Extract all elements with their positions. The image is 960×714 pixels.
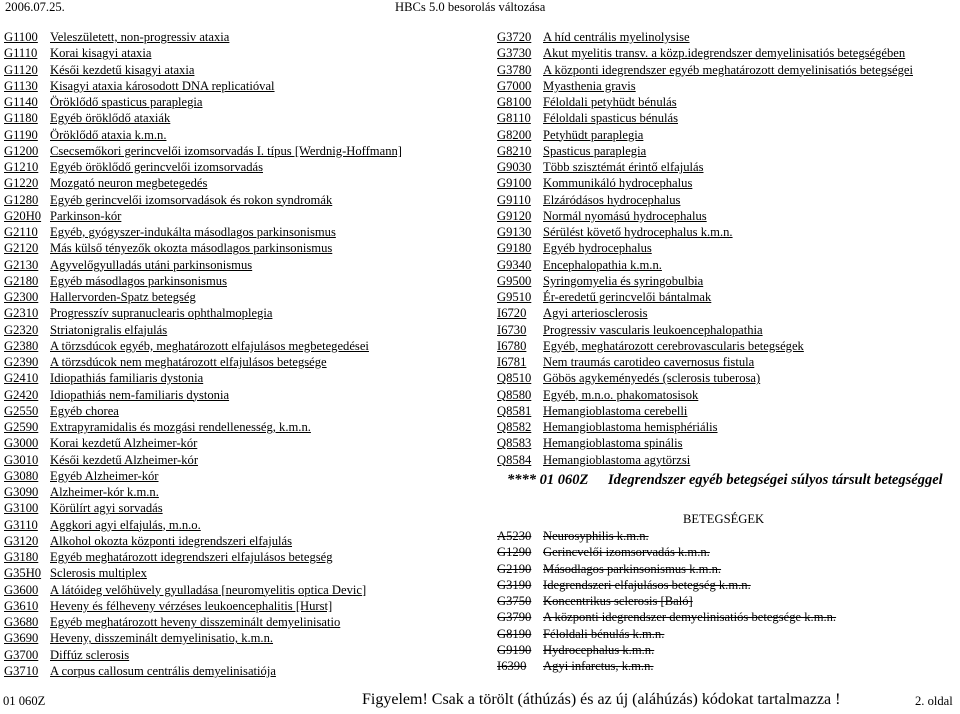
code-description: Idiopathiás nem-familiaris dystonia: [50, 387, 230, 402]
code-row: [4, 630, 444, 646]
code-id: G2420: [4, 387, 39, 402]
code-description: Öröklődő spasticus paraplegia: [50, 95, 203, 109]
code-description: Ér-eredetű gerincvelői bántalmak: [543, 290, 712, 304]
code-row: [497, 78, 957, 94]
code-description: A híd centrális myelinolysise: [543, 30, 690, 44]
code-id: G1280: [4, 192, 39, 207]
code-row: [4, 159, 444, 175]
code-row: [497, 338, 957, 354]
code-id: G3010: [4, 452, 39, 467]
code-id: Q8580: [497, 387, 532, 402]
code-id: G2180: [4, 273, 39, 288]
code-id: G3750: [497, 594, 532, 609]
code-description: Nem traumás carotideo cavernosus fistula: [543, 355, 755, 369]
code-description: Egyéb chorea: [50, 403, 119, 418]
code-row: [4, 29, 444, 45]
code-row: [497, 658, 957, 674]
code-id: G3120: [4, 533, 39, 548]
header-version: HBCs 5.0 besorolás változása: [395, 0, 546, 14]
code-id: Q8583: [497, 436, 532, 451]
code-description: Spasticus paraplegia: [543, 143, 647, 158]
code-id: G3780: [497, 62, 532, 77]
code-description: Egyéb, m.n.o. phakomatosisok: [543, 387, 699, 402]
code-id: G9500: [497, 273, 532, 288]
code-id: G3610: [4, 598, 39, 613]
code-row: [4, 62, 444, 78]
code-id: G1180: [4, 111, 38, 126]
code-id: G9510: [497, 290, 532, 304]
code-row: [4, 305, 444, 321]
code-row: [497, 127, 957, 143]
code-id: G2190: [497, 561, 532, 576]
code-description: Encephalopathia k.m.n.: [543, 257, 662, 272]
code-description: Hemangioblastoma spinális: [543, 436, 683, 451]
code-row: [497, 642, 957, 658]
code-description: Agyvelőgyulladás utáni parkinsonismus: [50, 257, 253, 272]
code-row: [4, 484, 444, 500]
code-row: [497, 561, 957, 577]
code-row: [4, 45, 444, 61]
code-description: Egyéb öröklődő gerincvelői izomsorvadás: [50, 160, 263, 174]
code-description: Hallervorden-Spatz betegség: [50, 290, 196, 304]
code-description: Kisagyi ataxia károsodott DNA replicatióval: [50, 78, 275, 93]
code-row: [4, 565, 444, 581]
code-description: Göbös agykeményedés (sclerosis tuberosa): [543, 371, 761, 386]
code-id: G3700: [4, 647, 39, 662]
code-description: Idegrendszeri elfajulásos betegség k.m.n.: [543, 577, 751, 592]
code-row: [497, 528, 957, 544]
code-description: A látóideg velőhüvely gyulladása [neuromyelitis optica Devic]: [50, 582, 367, 597]
code-description: Striatonigralis elfajulás: [50, 322, 168, 337]
code-id: G9180: [497, 241, 532, 256]
code-id: G1100: [4, 30, 38, 44]
code-row: [497, 110, 957, 126]
code-id: G8210: [497, 143, 532, 158]
section-subheading: BETEGSÉGEK: [683, 512, 765, 526]
left-code-list: [4, 29, 444, 679]
code-id: G3710: [4, 663, 39, 678]
code-row: [497, 62, 957, 78]
code-id: G2380: [4, 338, 39, 353]
footer-page-number: 2. oldal: [915, 694, 953, 708]
code-id: Q8581: [497, 403, 532, 418]
code-id: G2590: [4, 420, 39, 434]
right-code-list: [497, 29, 957, 468]
code-row: [497, 593, 957, 609]
code-row: [497, 159, 957, 175]
code-id: I6390: [497, 659, 527, 674]
code-row: [4, 387, 444, 403]
code-row: [4, 208, 444, 224]
code-description: Korai kisagyi ataxia: [50, 46, 152, 61]
code-description: Hemangioblastoma hemisphériális: [543, 420, 718, 434]
code-id: G1120: [4, 62, 38, 77]
code-description: Gerincvelői izomsorvadás k.m.n.: [543, 545, 710, 560]
code-description: Alkohol okozta központi idegrendszeri elfajulás: [50, 533, 293, 548]
code-id: G3600: [4, 582, 39, 597]
code-row: [497, 289, 957, 305]
code-row: [4, 403, 444, 419]
code-row: [4, 175, 444, 191]
code-description: Agyi infarctus, k.m.n.: [543, 659, 654, 674]
code-description: Másodlagos parkinsonismus k.m.n.: [543, 561, 722, 576]
code-row: [497, 435, 957, 451]
code-id: G1200: [4, 143, 39, 158]
code-row: [4, 143, 444, 159]
code-description: A központi idegrendszer egyéb meghatározott demyelinisatiós betegségei: [543, 62, 913, 77]
code-id: G9110: [497, 192, 531, 207]
code-row: [4, 582, 444, 598]
code-row: [4, 419, 444, 435]
code-row: [4, 338, 444, 354]
code-description: A törzsdúcok egyéb, meghatározott elfajulásos megbetegedései: [50, 338, 369, 353]
code-id: G3180: [4, 550, 39, 564]
code-row: [497, 609, 957, 625]
code-id: G8100: [497, 95, 532, 109]
section-code: **** 01 060Z: [507, 472, 589, 488]
code-description: Egyéb, gyógyszer-indukálta másodlagos parkinsonismus: [50, 225, 336, 239]
code-id: Q8584: [497, 452, 532, 467]
code-id: G3190: [497, 577, 532, 592]
code-id: G3680: [4, 615, 39, 629]
code-description: Más külső tényezők okozta másodlagos parkinsonismus: [50, 241, 333, 256]
code-description: Akut myelitis transv. a közp.idegrendszer demyelinisatiós betegségében: [543, 46, 906, 61]
code-id: G1210: [4, 160, 39, 174]
code-row: [497, 143, 957, 159]
code-description: Idiopathiás familiaris dystonia: [50, 371, 204, 386]
code-row: [497, 45, 957, 61]
code-description: Normál nyomású hydrocephalus: [543, 208, 707, 223]
code-row: [4, 468, 444, 484]
code-id: G1110: [4, 46, 38, 61]
code-id: G2410: [4, 371, 39, 386]
code-description: Késői kezdetű kisagyi ataxia: [50, 62, 195, 77]
code-description: Extrapyramidalis és mozgási rendellenesség, k.m.n.: [50, 420, 311, 434]
code-description: Egyéb meghatározott heveny disszeminált demyelinisatio: [50, 615, 341, 629]
code-id: G1290: [497, 545, 532, 560]
code-description: Több szisztémát érintő elfajulás: [543, 160, 704, 174]
code-description: Egyéb, meghatározott cerebrovascularis betegségek: [543, 338, 804, 353]
code-id: G9030: [497, 160, 532, 174]
code-description: Koncentrikus sclerosis [Baló]: [543, 594, 693, 609]
code-row: [497, 403, 957, 419]
code-row: [4, 663, 444, 679]
code-row: [497, 94, 957, 110]
code-description: Elzáródásos hydrocephalus: [543, 192, 681, 207]
code-row: [4, 224, 444, 240]
code-description: Egyéb másodlagos parkinsonismus: [50, 273, 227, 288]
code-row: [4, 598, 444, 614]
code-row: [4, 435, 444, 451]
code-description: Kommunikáló hydrocephalus: [543, 176, 693, 191]
code-description: Parkinson-kór: [50, 208, 122, 223]
code-id: I6780: [497, 338, 527, 353]
code-row: [4, 370, 444, 386]
code-description: Petyhüdt paraplegia: [543, 127, 644, 142]
code-description: Csecsemőkori gerincvelői izomsorvadás I. típus [Werdnig-Hoffmann]: [50, 143, 402, 158]
code-id: G3720: [497, 30, 532, 44]
code-description: A corpus callosum centrális demyelinisatiója: [50, 663, 276, 678]
code-id: G9190: [497, 643, 532, 658]
code-description: Hemangioblastoma cerebelli: [543, 403, 688, 418]
code-description: Heveny és félheveny vérzéses leukoencephalitis [Hurst]: [50, 598, 333, 613]
code-row: [497, 224, 957, 240]
code-row: [497, 208, 957, 224]
code-row: [497, 240, 957, 256]
code-description: Hemangioblastoma agytörzsi: [543, 452, 691, 467]
code-id: G2390: [4, 355, 39, 369]
code-description: Féloldali petyhüdt bénulás: [543, 95, 677, 109]
code-description: Késői kezdetű Alzheimer-kór: [50, 452, 199, 467]
code-row: [497, 387, 957, 403]
code-id: G3730: [497, 46, 532, 61]
code-id: G20H0: [4, 208, 42, 223]
code-row: [4, 452, 444, 468]
code-id: G8110: [497, 111, 531, 126]
code-id: G1190: [4, 127, 38, 142]
code-row: [4, 549, 444, 565]
code-id: G2110: [4, 225, 38, 239]
header-date: 2006.07.25.: [5, 0, 65, 14]
code-id: G3000: [4, 436, 39, 451]
section-title: Idegrendszer egyéb betegségei súlyos társult betegséggel: [608, 472, 943, 488]
code-row: [497, 192, 957, 208]
code-description: Egyéb Alzheimer-kór: [50, 468, 159, 483]
deleted-code-list: [497, 528, 957, 675]
code-row: [497, 305, 957, 321]
code-description: Egyéb hydrocephalus: [543, 241, 652, 256]
code-description: Progresszív supranuclearis ophthalmoplegia: [50, 306, 273, 321]
code-row: [497, 322, 957, 338]
code-description: Heveny, disszeminált demyelinisatio, k.m.n.: [50, 631, 274, 646]
code-description: Féloldali spasticus bénulás: [543, 111, 679, 126]
code-description: Alzheimer-kór k.m.n.: [50, 485, 159, 499]
code-row: [4, 322, 444, 338]
code-id: G9100: [497, 176, 532, 191]
code-id: G2310: [4, 306, 39, 321]
code-description: Myasthenia gravis: [543, 78, 636, 93]
code-row: [497, 452, 957, 468]
page-header: [0, 0, 960, 16]
code-id: G2320: [4, 322, 39, 337]
code-id: G3790: [497, 610, 532, 625]
code-description: Hydrocephalus k.m.n.: [543, 643, 655, 658]
footer-code: 01 060Z: [3, 694, 46, 708]
code-description: Sérülést követő hydrocephalus k.m.n.: [543, 225, 733, 239]
code-row: [497, 354, 957, 370]
code-id: G2120: [4, 241, 39, 256]
code-description: A törzsdúcok nem meghatározott elfajulásos betegsége: [50, 355, 327, 369]
code-row: [4, 354, 444, 370]
code-row: [4, 240, 444, 256]
code-description: A központi idegrendszer demyelinisatiós betegsége k.m.n.: [543, 610, 837, 625]
code-row: [4, 257, 444, 273]
code-id: G1220: [4, 176, 39, 191]
code-row: [497, 370, 957, 386]
code-row: [497, 29, 957, 45]
code-id: G3080: [4, 468, 39, 483]
code-row: [497, 626, 957, 642]
code-description: Diffúz sclerosis: [50, 647, 130, 662]
code-description: Korai kezdetű Alzheimer-kór: [50, 436, 198, 451]
code-row: [4, 614, 444, 630]
code-id: G8200: [497, 127, 532, 142]
code-id: G3690: [4, 631, 39, 646]
code-row: [4, 517, 444, 533]
code-row: [497, 544, 957, 560]
code-row: [4, 273, 444, 289]
code-description: Progressiv vascularis leukoencephalopathia: [543, 322, 763, 337]
code-id: G9130: [497, 225, 532, 239]
code-description: Neurosyphilis k.m.n.: [543, 529, 649, 543]
code-row: [4, 289, 444, 305]
code-row: [4, 127, 444, 143]
code-id: G2550: [4, 403, 39, 418]
code-row: [4, 110, 444, 126]
code-row: [4, 78, 444, 94]
code-id: Q8582: [497, 420, 532, 434]
code-id: I6720: [497, 306, 527, 321]
code-id: G2130: [4, 257, 39, 272]
code-id: I6730: [497, 322, 527, 337]
code-description: Syringomyelia és syringobulbia: [543, 273, 704, 288]
footer-notice: Figyelem! Csak a törölt (áthúzás) és az új (aláhúzás) kódokat tartalmazza !: [362, 691, 841, 708]
code-description: Féloldali bénulás k.m.n.: [543, 626, 665, 641]
code-id: A5230: [497, 529, 532, 543]
code-row: [497, 175, 957, 191]
code-row: [4, 500, 444, 516]
code-id: G1140: [4, 95, 38, 109]
code-id: G1130: [4, 78, 38, 93]
code-id: G2300: [4, 290, 39, 304]
code-description: Aggkori agyi elfajulás, m.n.o.: [50, 517, 201, 532]
code-row: [497, 577, 957, 593]
code-description: Egyéb meghatározott idegrendszeri elfajulásos betegség: [50, 550, 333, 564]
code-id: G3090: [4, 485, 39, 499]
section-heading: [507, 470, 947, 490]
code-id: G3100: [4, 501, 39, 516]
code-description: Öröklődő ataxia k.m.n.: [50, 127, 167, 142]
code-description: Veleszületett, non-progressiv ataxia: [50, 30, 230, 44]
code-description: Sclerosis multiplex: [50, 566, 147, 581]
code-description: Egyéb gerincvelői izomsorvadások és rokon syndromák: [50, 192, 333, 207]
code-description: Egyéb öröklődő ataxiák: [50, 111, 171, 126]
code-id: Q8510: [497, 371, 532, 386]
code-description: Mozgató neuron megbetegedés: [50, 176, 208, 191]
code-row: [4, 647, 444, 663]
code-id: G7000: [497, 78, 532, 93]
code-id: I6781: [497, 355, 527, 369]
code-id: G8190: [497, 626, 532, 641]
code-row: [4, 533, 444, 549]
code-id: G3110: [4, 517, 38, 532]
code-description: Agyi arteriosclerosis: [543, 306, 648, 321]
code-row: [497, 273, 957, 289]
code-row: [497, 257, 957, 273]
code-row: [497, 419, 957, 435]
code-id: G35H0: [4, 566, 42, 581]
code-row: [4, 192, 444, 208]
code-row: [4, 94, 444, 110]
code-id: G9120: [497, 208, 532, 223]
code-id: G9340: [497, 257, 532, 272]
code-description: Körülírt agyi sorvadás: [50, 501, 163, 516]
